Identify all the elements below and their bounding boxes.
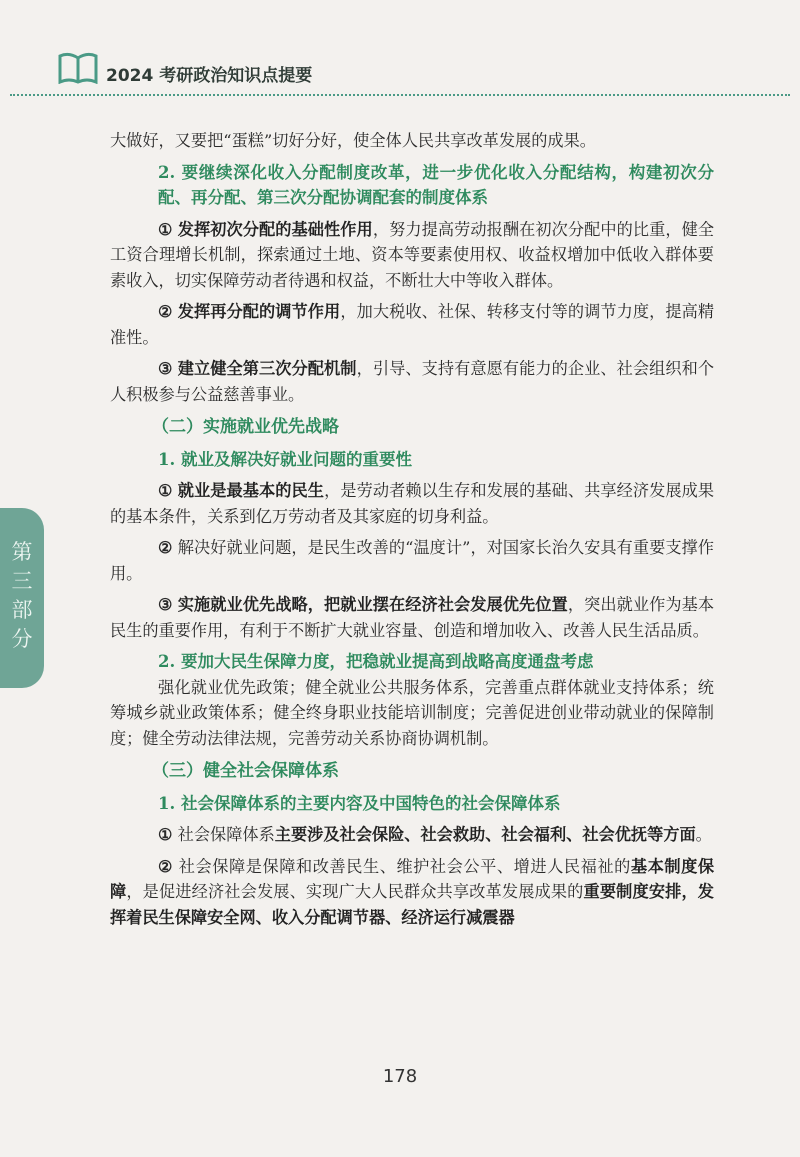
page-body — [110, 128, 714, 930]
item-text: 解决好就业问题，是民生改善的“温度计”，对国家长治久安具有重要支撑作用。 — [110, 538, 714, 583]
key-phrase: 重要制度安排，发挥着民生保障安全网、收入分配调节器、经济运行减震器 — [110, 882, 714, 927]
item-text: ，引导、支持有意愿有能力的企业、社会组织和个人积极参与公益慈善事业。 — [110, 359, 715, 404]
list-item — [110, 217, 714, 294]
paragraph: 大做好，又要把“蛋糕”切好分好，使全体人民共享改革发展的成果。 — [110, 131, 596, 150]
paragraph: 强化就业优先政策；健全就业公共服务体系，完善重点群体就业支持体系；统筹城乡就业政策体系；健全终身职业技能培训制度；完善促进创业带动就业的保障制度；健全劳动法律法规，完善劳动关系协商协调机制。 — [110, 677, 714, 748]
item-number: ① — [158, 481, 173, 500]
header-title: 2024 考研政治知识点提要 — [106, 66, 313, 86]
page-header — [58, 50, 778, 90]
item-number: ① — [158, 825, 173, 844]
list-item — [110, 822, 714, 848]
book-icon — [58, 52, 98, 84]
item-number: ② — [158, 302, 173, 321]
side-tab-char: 第 — [11, 540, 33, 564]
item-number: ③ — [158, 359, 173, 378]
subheading: 2. 要继续深化收入分配制度改革，进一步优化收入分配结构，构建初次分配、再分配、第三次分配协调配套的制度体系 — [158, 162, 714, 207]
item-text: 社会保障体系 — [177, 825, 275, 844]
item-number: ① — [158, 219, 173, 239]
list-item — [110, 592, 714, 643]
key-phrase: 建立健全第三次分配机制 — [177, 359, 357, 378]
item-number: ② — [158, 538, 173, 557]
list-item — [110, 356, 714, 407]
item-text: ，突出就业作为基本民生的重要作用，有利于不断扩大就业容量、创造和增加收入、改善人民生活品质。 — [110, 595, 715, 640]
item-text: ，是劳动者赖以生存和发展的基础、共享经济发展成果的基本条件，关系到亿万劳动者及其家庭的切身利益。 — [110, 481, 715, 526]
section-heading: （三）健全社会保障体系 — [152, 761, 339, 781]
item-number: ② — [158, 856, 174, 876]
part-side-tab — [0, 508, 44, 688]
item-text: ，努力提高劳动报酬在初次分配中的比重，健全工资合理增长机制，探索通过土地、资本等要素使用权、收益权增加中低收入群体要素收入，切实保障劳动者待遇和权益，不断壮大中等收入群体。 — [110, 219, 715, 290]
item-text: ，是促进经济社会发展、实现广大人民群众共享改革发展成果的 — [126, 882, 584, 901]
key-phrase: 主要涉及社会保险、社会救助、社会福利、社会优抚等方面 — [274, 825, 696, 844]
key-phrase: 就业是最基本的民生 — [177, 481, 325, 500]
list-item — [110, 535, 714, 586]
key-phrase: 基本制度保障 — [110, 856, 715, 901]
key-phrase: 实施就业优先战略，把就业摆在经济社会发展优先位置 — [177, 595, 568, 614]
page-number: 178 — [382, 1066, 418, 1087]
subheading: 1. 社会保障体系的主要内容及中国特色的社会保障体系 — [158, 793, 561, 813]
subheading: 1. 就业及解决好就业问题的重要性 — [158, 449, 412, 469]
side-tab-char: 三 — [11, 569, 33, 593]
section-heading: （二）实施就业优先战略 — [152, 417, 339, 437]
header-divider — [10, 94, 790, 96]
list-item — [110, 854, 714, 931]
side-tab-char: 分 — [11, 627, 33, 651]
item-number: ③ — [158, 595, 173, 614]
item-text: ，加大税收、社保、转移支付等的调节力度，提高精准性。 — [110, 302, 715, 347]
list-item — [110, 478, 714, 529]
key-phrase: 发挥再分配的调节作用 — [177, 302, 341, 321]
subheading: 2. 要加大民生保障力度，把稳就业提高到战略高度通盘考虑 — [158, 652, 594, 671]
side-tab-char: 部 — [11, 598, 33, 622]
item-text: 。 — [695, 825, 712, 844]
key-phrase: 发挥初次分配的基础性作用 — [177, 219, 373, 239]
list-item — [110, 299, 714, 350]
item-text: 社会保障是保障和改善民生、维护社会公平、增进人民福祉的 — [178, 856, 631, 876]
